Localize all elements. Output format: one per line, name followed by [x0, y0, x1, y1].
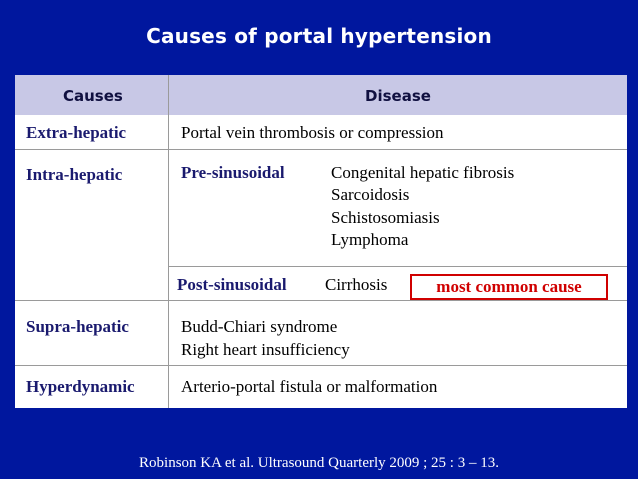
- post-sinusoidal-item: Cirrhosis: [325, 275, 388, 294]
- pre-sinusoidal-item: Schistosomiasis: [331, 208, 440, 227]
- most-common-cause-callout: most common cause: [410, 274, 608, 300]
- slide-title: Causes of portal hypertension: [146, 24, 492, 48]
- pre-sinusoidal-item: Sarcoidosis: [331, 185, 410, 204]
- header-disease: Disease: [365, 87, 431, 105]
- row-divider: [15, 149, 627, 150]
- row-divider: [15, 300, 627, 301]
- header-causes: Causes: [63, 87, 123, 105]
- table-header-row: [15, 75, 627, 117]
- row-divider: [15, 365, 627, 366]
- pre-sinusoidal-item: Lymphoma: [331, 230, 409, 249]
- pre-sinusoidal-label: Pre-sinusoidal: [181, 163, 285, 182]
- cause-extra-hepatic: Extra-hepatic: [26, 123, 127, 142]
- causes-table: [15, 75, 627, 408]
- disease-extra-hepatic: Portal vein thrombosis or compression: [181, 123, 444, 142]
- reference-citation: Robinson KA et al. Ultrasound Quarterly 2009 ; 25 : 3 – 13.: [139, 455, 499, 471]
- disease-hyperdynamic: Arterio-portal fistula or malformation: [181, 377, 438, 396]
- disease-supra-hepatic: Right heart insufficiency: [181, 340, 350, 359]
- cause-supra-hepatic: Supra-hepatic: [26, 317, 129, 336]
- post-sinusoidal-label: Post-sinusoidal: [177, 275, 287, 294]
- cause-hyperdynamic: Hyperdynamic: [26, 377, 135, 396]
- row-divider: [168, 266, 627, 267]
- disease-supra-hepatic: Budd-Chiari syndrome: [181, 317, 338, 336]
- cause-intra-hepatic: Intra-hepatic: [26, 165, 123, 184]
- pre-sinusoidal-item: Congenital hepatic fibrosis: [331, 163, 515, 182]
- column-divider: [168, 75, 169, 408]
